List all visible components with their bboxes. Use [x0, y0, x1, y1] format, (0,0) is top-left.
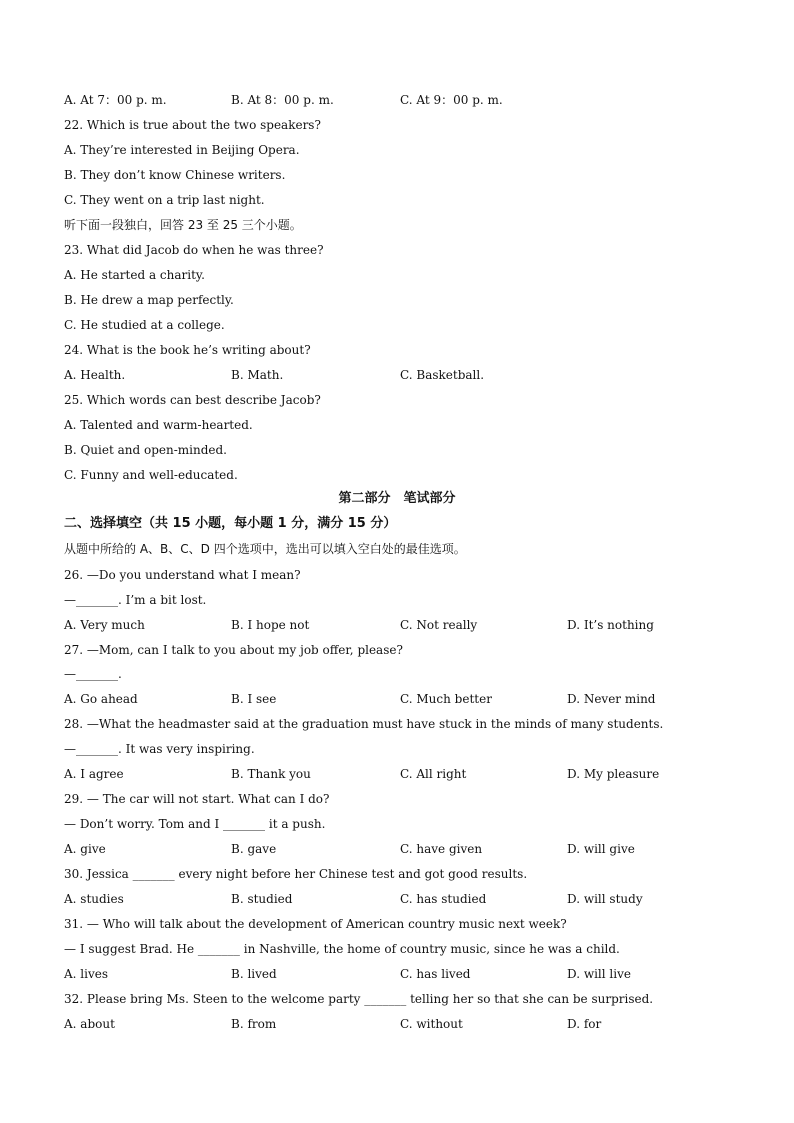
q29-option-b: B. gave	[231, 842, 277, 856]
part2-title: 第二部分 笔试部分	[338, 491, 456, 506]
q27-line2: —_______.	[64, 667, 122, 681]
q27-option-b: B. I see	[231, 692, 277, 706]
q30-option-c: C. has studied	[400, 892, 487, 906]
q26-line1: 26. —Do you understand what I mean?	[64, 568, 301, 582]
q24-options	[64, 366, 744, 384]
q28-option-a: A. I agree	[64, 767, 124, 781]
section2-instruction: 从题中所给的 A、B、C、D 四个选项中，选出可以填入空白处的最佳选项。	[64, 542, 466, 556]
q25-stem: 25. Which words can best describe Jacob?	[64, 393, 321, 407]
q23-stem: 23. What did Jacob do when he was three?	[64, 243, 324, 257]
q24-option-c: C. Basketball.	[400, 368, 485, 382]
q28-option-b: B. Thank you	[231, 767, 311, 781]
q28-option-d: D. My pleasure	[567, 767, 660, 781]
q25-option-a: A. Talented and warm-hearted.	[64, 418, 253, 432]
q21-option-c: C. At 9：00 p. m.	[400, 93, 503, 107]
q31-option-b: B. lived	[231, 967, 277, 981]
q26-option-a: A. Very much	[64, 618, 145, 632]
q29-option-c: C. have given	[400, 842, 483, 856]
q26-options	[64, 616, 744, 634]
q25-option-b: B. Quiet and open-minded.	[64, 443, 227, 457]
q30-option-d: D. will study	[567, 892, 643, 906]
q21-option-a: A. At 7：00 p. m.	[64, 93, 167, 107]
q27-option-d: D. Never mind	[567, 692, 656, 706]
q32-option-a: A. about	[64, 1017, 115, 1031]
section2-heading: 二、选择填空（共 15 小题，每小题 1 分，满分 15 分）	[64, 516, 397, 531]
q26-option-d: D. It’s nothing	[567, 618, 654, 632]
q29-option-d: D. will give	[567, 842, 635, 856]
q31-option-d: D. will live	[567, 967, 631, 981]
q28-option-c: C. All right	[400, 767, 467, 781]
q29-options	[64, 840, 744, 858]
q24-stem: 24. What is the book he’s writing about?	[64, 343, 311, 357]
q21-options	[64, 91, 744, 109]
q31-options	[64, 965, 744, 983]
q22-option-b: B. They don’t know Chinese writers.	[64, 168, 286, 182]
q31-line2: — I suggest Brad. He _______ in Nashville, the home of country music, since he was a child.	[64, 942, 620, 956]
q31-option-a: A. lives	[64, 967, 109, 981]
q26-option-c: C. Not really	[400, 618, 478, 632]
q25-option-c: C. Funny and well-educated.	[64, 468, 238, 482]
q30-option-a: A. studies	[64, 892, 124, 906]
q24-option-a: A. Health.	[64, 368, 126, 382]
q26-line2: —_______. I’m a bit lost.	[64, 593, 207, 607]
q32-option-c: C. without	[400, 1017, 463, 1031]
q24-option-b: B. Math.	[231, 368, 284, 382]
q29-line1: 29. — The car will not start. What can I do?	[64, 792, 330, 806]
q23-option-a: A. He started a charity.	[64, 268, 205, 282]
q28-options	[64, 765, 744, 783]
q22-option-a: A. They’re interested in Beijing Opera.	[64, 143, 300, 157]
q22-option-c: C. They went on a trip last night.	[64, 193, 265, 207]
q30-options	[64, 890, 744, 908]
q27-option-a: A. Go ahead	[64, 692, 138, 706]
q29-option-a: A. give	[64, 842, 106, 856]
q30-option-b: B. studied	[231, 892, 293, 906]
q23-option-c: C. He studied at a college.	[64, 318, 225, 332]
q27-line1: 27. —Mom, can I talk to you about my job offer, please?	[64, 643, 403, 657]
monologue-instruction: 听下面一段独白，回答 23 至 25 三个小题。	[64, 218, 302, 232]
q21-option-b: B. At 8：00 p. m.	[231, 93, 334, 107]
q30-line1: 30. Jessica _______ every night before her Chinese test and got good results.	[64, 867, 528, 881]
q28-line2: —_______. It was very inspiring.	[64, 742, 255, 756]
q31-option-c: C. has lived	[400, 967, 471, 981]
q32-options	[64, 1015, 744, 1033]
q29-line2: — Don’t worry. Tom and I _______ it a push.	[64, 817, 326, 831]
q32-option-d: D. for	[567, 1017, 602, 1031]
q32-option-b: B. from	[231, 1017, 277, 1031]
q27-option-c: C. Much better	[400, 692, 492, 706]
q27-options	[64, 690, 744, 708]
q23-option-b: B. He drew a map perfectly.	[64, 293, 234, 307]
q22-stem: 22. Which is true about the two speakers?	[64, 118, 321, 132]
q31-line1: 31. — Who will talk about the development of American country music next week?	[64, 917, 567, 931]
q28-line1: 28. —What the headmaster said at the graduation must have stuck in the minds of many students.	[64, 717, 664, 731]
q26-option-b: B. I hope not	[231, 618, 310, 632]
q32-line1: 32. Please bring Ms. Steen to the welcome party _______ telling her so that she can be surprised.	[64, 992, 654, 1006]
